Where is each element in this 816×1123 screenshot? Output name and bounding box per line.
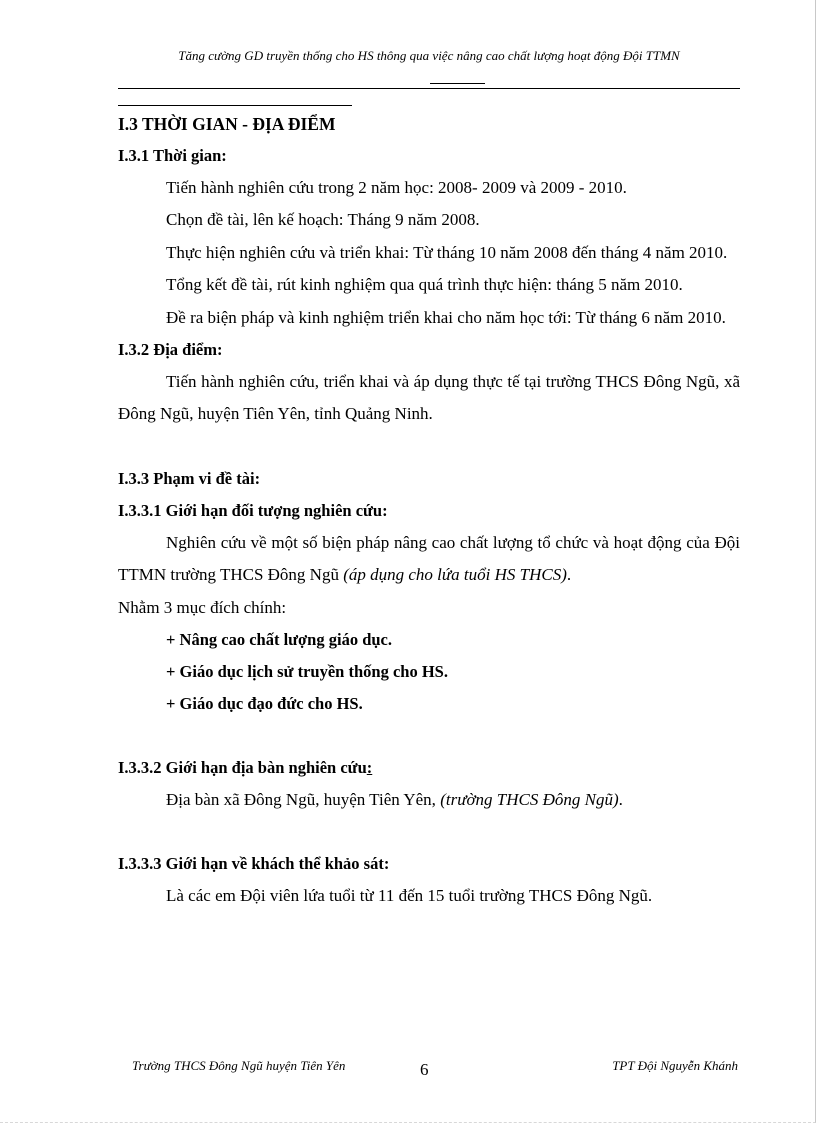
running-header: Tăng cường GD truyền thống cho HS thông qua việc nâng cao chất lượng hoạt động Đội TTMN — [178, 48, 680, 63]
time-heading: I.3.1 Thời gian: — [118, 146, 227, 165]
section-title: I.3 THỜI GIAN - ĐỊA ĐIỂM — [118, 114, 336, 134]
time-paragraph-4: Tổng kết đề tài, rút kinh nghiệm qua quá trình thực hiện: tháng 5 năm 2010. — [166, 275, 683, 295]
purpose-intro: Nhằm 3 mục đích chính: — [118, 597, 287, 617]
footer-school: Trường THCS Đông Ngũ huyện Tiên Yên — [132, 1058, 346, 1073]
section-rule — [118, 105, 352, 106]
header-rule — [118, 88, 740, 89]
scope-heading: I.3.3 Phạm vi đề tài: — [118, 468, 261, 488]
time-paragraph-1: Tiến hành nghiên cứu trong 2 năm học: 2008- 2009 và 2009 - 2010. — [166, 178, 627, 197]
subject-paragraph-italic: (áp dụng cho lứa tuổi HS THCS) — [343, 565, 567, 585]
header-underline — [430, 83, 485, 84]
area-paragraph-text: Địa bàn xã Đông Ngũ, huyện Tiên Yên, — [166, 790, 441, 810]
purpose-item-1: + Nâng cao chất lượng giáo dục. — [166, 630, 392, 650]
purpose-item-3: + Giáo dục đạo đức cho HS. — [166, 694, 363, 714]
subject-paragraph — [118, 527, 740, 592]
subject-paragraph-end: . — [566, 565, 572, 585]
subject-paragraph-text: Nghiên cứu về một số biện pháp nâng cao chất lượng tổ chức và hoạt động của Đội TTMN trường THCS Đông Ngũ — [118, 532, 740, 585]
area-paragraph — [118, 784, 740, 816]
footer-author: TPT Đội Nguyễn Khánh — [612, 1058, 738, 1073]
area-heading-text: I.3.3.2 Giới hạn địa bàn nghiên cứu — [118, 758, 367, 778]
area-heading — [118, 752, 740, 784]
time-paragraph-2: Chọn đề tài, lên kế hoạch: Tháng 9 năm 2008. — [166, 210, 480, 230]
purpose-item-2: + Giáo dục lịch sử truyền thống cho HS. — [166, 662, 448, 682]
subject-heading: I.3.3.1 Giới hạn đối tượng nghiên cứu: — [118, 500, 388, 520]
place-heading: I.3.2 Địa điểm: — [118, 340, 223, 360]
area-heading-colon: : — [366, 758, 373, 778]
time-paragraph-3: Thực hiện nghiên cứu và triển khai: Từ tháng 10 năm 2008 đến tháng 4 năm 2010. — [166, 242, 728, 262]
area-paragraph-italic: (trường THCS Đông Ngũ) — [440, 790, 619, 810]
area-paragraph-end: . — [618, 790, 623, 810]
sample-paragraph: Là các em Đội viên lứa tuổi từ 11 đến 15 tuổi trường THCS Đông Ngũ. — [166, 886, 653, 906]
sample-heading: I.3.3.3 Giới hạn về khách thể khảo sát: — [118, 854, 390, 874]
document-body — [118, 108, 740, 913]
place-paragraph: Tiến hành nghiên cứu, triển khai và áp dụng thực tế tại trường THCS Đông Ngũ, xã Đông Ngũ, huyện Tiên Yên, tỉnh Quảng Ninh. — [118, 372, 740, 424]
time-paragraph-5: Đề ra biện pháp và kinh nghiệm triển khai cho năm học tới: Từ tháng 6 năm 2010. — [166, 307, 726, 327]
page-number: 6 — [420, 1060, 429, 1079]
